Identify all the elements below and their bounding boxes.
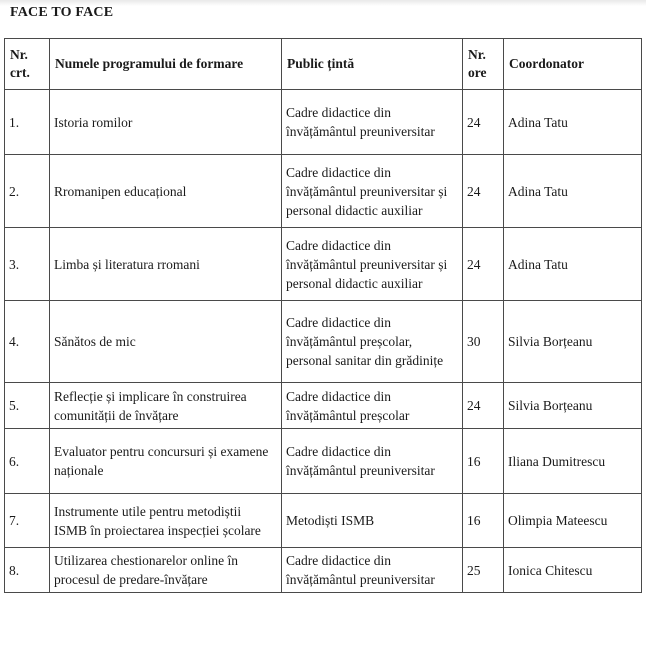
table-row	[5, 90, 642, 155]
cell-nr: 8.	[5, 548, 50, 593]
cell-coordinator: Iliana Dumitrescu	[504, 429, 642, 494]
header-target: Public țintă	[282, 39, 463, 90]
cell-program: Instrumente utile pentru metodiștii ISMB în proiectarea inspecției școlare	[50, 494, 282, 548]
cell-nr: 3.	[5, 228, 50, 301]
cell-target: Cadre didactice din învățământul preuniversitar și personal didactic auxiliar	[282, 155, 463, 228]
training-programs-table	[4, 38, 642, 593]
cell-target: Metodiști ISMB	[282, 494, 463, 548]
cell-hours: 30	[463, 301, 504, 383]
header-program: Numele programului de formare	[50, 39, 282, 90]
cell-coordinator: Adina Tatu	[504, 155, 642, 228]
cell-target: Cadre didactice din învățământul preșcolar	[282, 383, 463, 429]
cell-program: Reflecție și implicare în construirea comunității de învățare	[50, 383, 282, 429]
cell-target: Cadre didactice din învățământul preșcolar, personal sanitar din grădinițe	[282, 301, 463, 383]
table-header-row	[5, 39, 642, 90]
cell-target: Cadre didactice din învățământul preuniversitar	[282, 429, 463, 494]
table-row	[5, 494, 642, 548]
cell-nr: 1.	[5, 90, 50, 155]
cell-coordinator: Silvia Borțeanu	[504, 383, 642, 429]
header-hours: Nr. ore	[463, 39, 504, 90]
section-heading: FACE TO FACE	[10, 5, 114, 20]
cell-target: Cadre didactice din învățământul preuniversitar	[282, 90, 463, 155]
cell-hours: 24	[463, 228, 504, 301]
cell-hours: 24	[463, 155, 504, 228]
cell-coordinator: Adina Tatu	[504, 90, 642, 155]
table-row	[5, 228, 642, 301]
cell-program: Evaluator pentru concursuri și examene naționale	[50, 429, 282, 494]
cell-coordinator: Silvia Borțeanu	[504, 301, 642, 383]
table-row	[5, 383, 642, 429]
cell-target: Cadre didactice din învățământul preuniversitar	[282, 548, 463, 593]
cell-hours: 24	[463, 90, 504, 155]
cell-coordinator: Olimpia Mateescu	[504, 494, 642, 548]
cell-target: Cadre didactice din învățământul preuniversitar și personal didactic auxiliar	[282, 228, 463, 301]
cell-nr: 7.	[5, 494, 50, 548]
table-row	[5, 155, 642, 228]
cell-nr: 5.	[5, 383, 50, 429]
cell-program: Utilizarea chestionarelor online în procesul de predare-învățare	[50, 548, 282, 593]
cell-nr: 2.	[5, 155, 50, 228]
header-coordinator: Coordonator	[504, 39, 642, 90]
cell-hours: 16	[463, 494, 504, 548]
table-row	[5, 429, 642, 494]
table-row	[5, 548, 642, 593]
cell-program: Limba și literatura rromani	[50, 228, 282, 301]
cell-program: Istoria romilor	[50, 90, 282, 155]
header-nr: Nr. crt.	[5, 39, 50, 90]
table-row	[5, 301, 642, 383]
cell-program: Sănătos de mic	[50, 301, 282, 383]
cell-hours: 25	[463, 548, 504, 593]
cell-coordinator: Adina Tatu	[504, 228, 642, 301]
cell-hours: 16	[463, 429, 504, 494]
cell-nr: 6.	[5, 429, 50, 494]
cell-coordinator: Ionica Chitescu	[504, 548, 642, 593]
cell-hours: 24	[463, 383, 504, 429]
cell-program: Rromanipen educațional	[50, 155, 282, 228]
cell-nr: 4.	[5, 301, 50, 383]
